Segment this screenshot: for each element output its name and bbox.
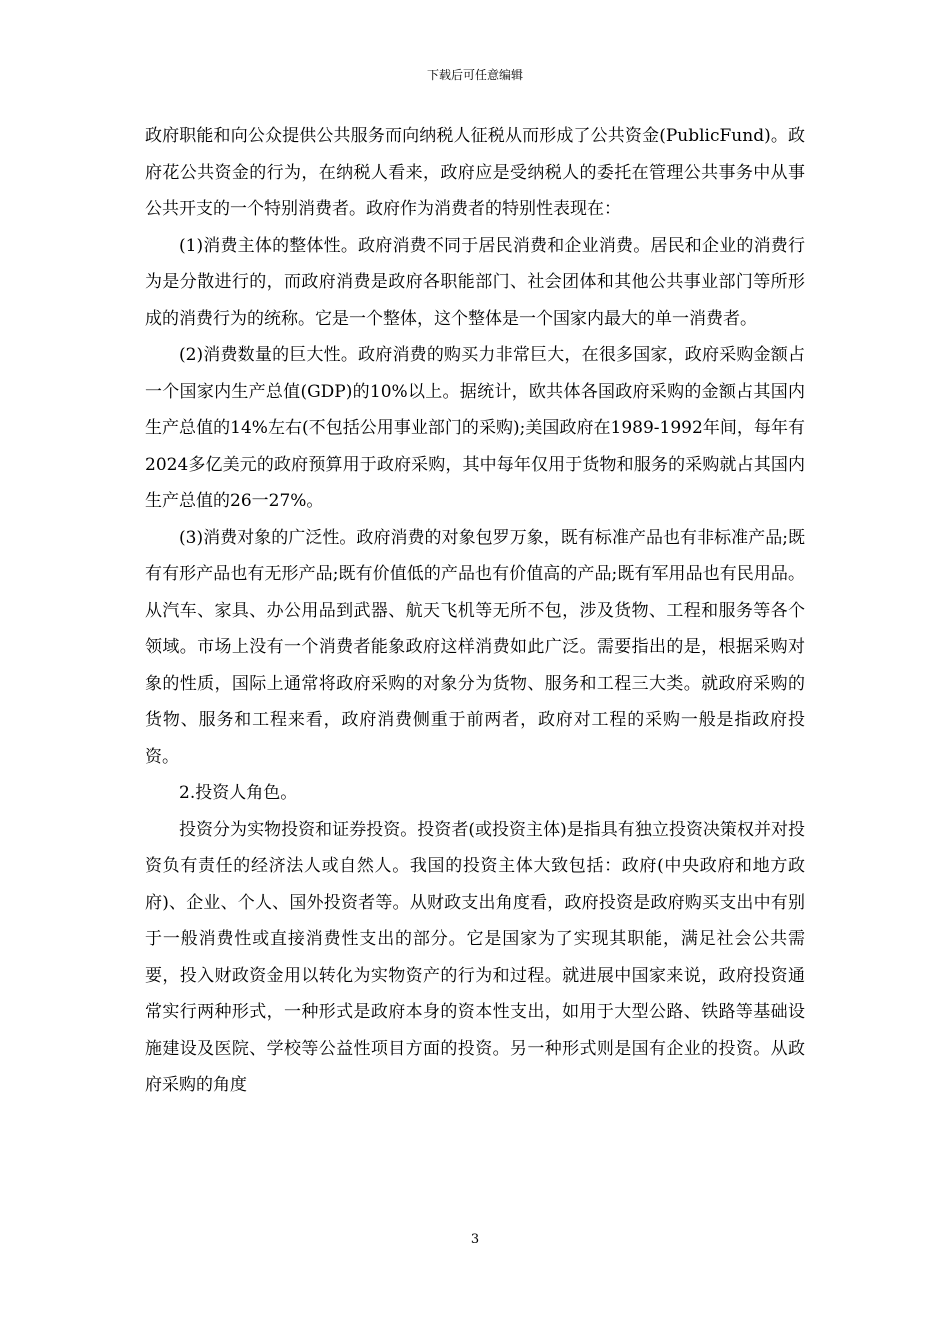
paragraph-consumer-volume: (2)消费数量的巨大性。政府消费的购买力非常巨大，在很多国家，政府采购金额占一个国家内生产总值(GDP)的10%以上。据统计，欧共体各国政府采购的金额占其国内生产总值的14%左右(不包括公用事业部门的采购);美国政府在1989-1992年间，每年有2024多亿美元的政府预算用于政府采购，其中每年仅用于货物和服务的采购就占其国内生产总值的26一27%。 <box>145 345 805 511</box>
paragraph-intro: 政府职能和向公众提供公共服务而向纳税人征税从而形成了公共资金(PublicFund)。政府花公共资金的行为，在纳税人看来，政府应是受纳税人的委托在管理公共事务中从事公共开支的一个特别消费者。政府作为消费者的特别性表现在： <box>145 126 805 219</box>
page-header: 下载后可任意编辑 <box>426 68 523 82</box>
section-heading-investor-role: 2.投资人角色。 <box>179 783 298 803</box>
document-body <box>145 118 805 1104</box>
page-number: 3 <box>470 1232 480 1247</box>
paragraph-consumer-wholeness: (1)消费主体的整体性。政府消费不同于居民消费和企业消费。居民和企业的消费行为是分散进行的，而政府消费是政府各职能部门、社会团体和其他公共事业部门等所形成的消费行为的统称。它是一个整体，这个整体是一个国家内最大的单一消费者。 <box>145 235 805 329</box>
paragraph-investment: 投资分为实物投资和证券投资。投资者(或投资主体)是指具有独立投资决策权并对投资负有责任的经济法人或自然人。我国的投资主体大致包括：政府(中央政府和地方政府)、企业、个人、国外投资者等。从财政支出角度看，政府投资是政府购买支出中有别于一般消费性或直接消费性支出的部分。它是国家为了实现其职能，满足社会公共需要，投入财政资金用以转化为实物资产的行为和过程。就进展中国家来说，政府投资通常实行两种形式，一种形式是政府本身的资本性支出，如用于大型公路、铁路等基础设施建设及医院、学校等公益性项目方面的投资。另一种形式则是国有企业的投资。从政府采购的角度 <box>145 819 805 1095</box>
paragraph-consumer-breadth: (3)消费对象的广泛性。政府消费的对象包罗万象，既有标准产品也有非标准产品;既有有形产品也有无形产品;既有价值低的产品也有价值高的产品;既有军用品也有民用品。从汽车、家具、办公用品到武器、航天飞机等无所不包，涉及货物、工程和服务等各个领域。市场上没有一个消费者能象政府这样消费如此广泛。需要指出的是，根据采购对象的性质，国际上通常将政府采购的对象分为货物、服务和工程三大类。就政府采购的货物、服务和工程来看，政府消费侧重于前两者，政府对工程的采购一般是指政府投资。 <box>145 527 805 767</box>
